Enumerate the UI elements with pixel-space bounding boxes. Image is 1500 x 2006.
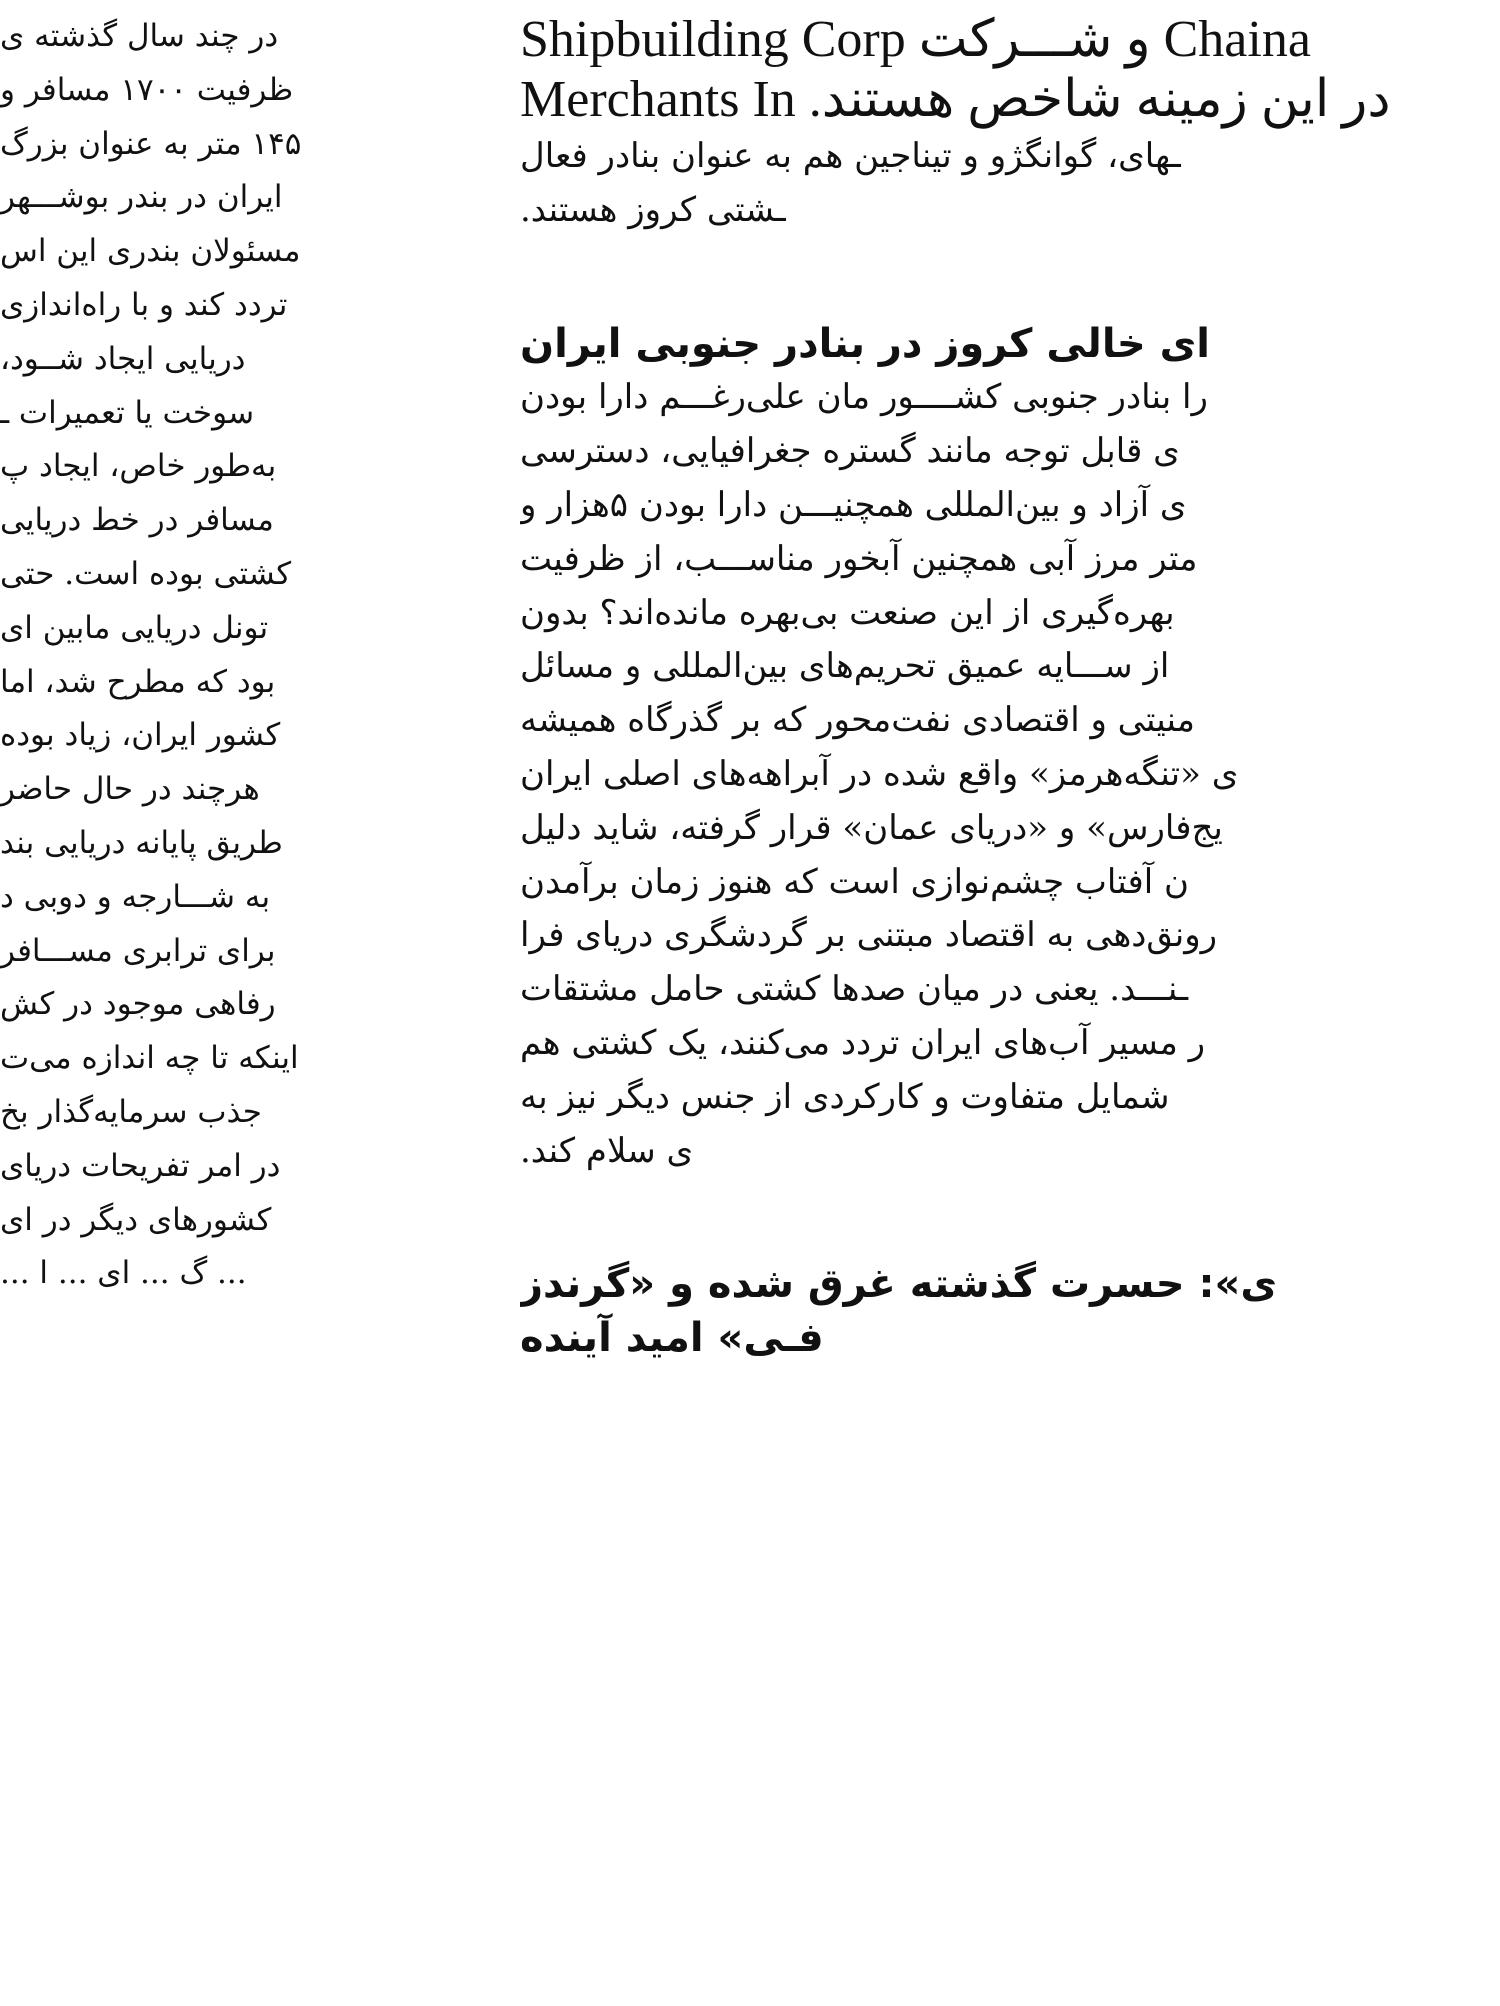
right-column-line: جذب سرمایه‌گذار بخ bbox=[0, 1093, 262, 1130]
right-column-line: کشور ایران، زیاد بوده bbox=[0, 717, 281, 754]
section-body-line: ن آفتاب چشم‌نوازی است که هنوز زمان برآمدن bbox=[520, 861, 1189, 902]
right-column-line: در امر تفریحات دریای bbox=[0, 1147, 281, 1184]
right-column-line: به شـــارجه و دوبی د bbox=[0, 878, 271, 915]
right-column-line: هرچند در حال حاضر bbox=[0, 771, 260, 808]
right-column-line: در چند سال گذشته ی bbox=[0, 18, 279, 54]
section-body-line: یج‌فارس» و «دریای عمان» قرار گرفته، شاید دلیل bbox=[520, 807, 1223, 848]
intro-line-2-persian: در این زمینه شاخص هستند. bbox=[808, 71, 1391, 128]
section-body-line: شمایل متفاوت و کارکردی از جنس دیگر نیز به bbox=[520, 1076, 1170, 1117]
intro-line-2 bbox=[520, 70, 1500, 130]
section-body-line: رونق‌دهی به اقتصاد مبتنی بر گردشگری دریای فرا bbox=[520, 915, 1218, 956]
right-column-line: رفاهی موجود در کش bbox=[0, 986, 276, 1023]
section-body-line: از ســـایه عمیق تحریم‌های بین‌المللی و مسائل bbox=[520, 646, 1170, 687]
right-column-line: ... گ ... ای ... ا ... bbox=[0, 1255, 247, 1292]
company-name-chaina: Chaina bbox=[1163, 11, 1311, 68]
right-column-line: مسئولان بندری این اس bbox=[0, 233, 301, 270]
right-column-line: به‌طور خاص، ایجاد پ bbox=[0, 448, 277, 485]
section-body-line: ی سلام کند. bbox=[520, 1130, 694, 1171]
company-name-shipbuilding: Shipbuilding Corp bbox=[520, 11, 906, 68]
section-body-line: بهره‌گیری از این صنعت بی‌بهره مانده‌اند؟ بدون bbox=[520, 592, 1175, 633]
section-body-line: متر مرز آبی همچنین آبخور مناســـب، از ظرفیت bbox=[520, 538, 1198, 579]
company-name-merchants: Merchants In bbox=[520, 71, 796, 128]
right-column-line: سوخت یا تعمیرات ـ bbox=[0, 394, 255, 431]
intro-line-1-persian: و شـــرکت bbox=[918, 11, 1151, 68]
article-column-main bbox=[520, 0, 1500, 1366]
section-body-line: منیتی و اقتصادی نفت‌محور که بر گذرگاه همیشه bbox=[520, 700, 1196, 741]
section-heading-cruise: ای خالی کروز در بنادر جنوبی ایران bbox=[520, 320, 1210, 367]
section-body-cruise bbox=[520, 371, 1500, 1178]
section-body-line: ی آزاد و بین‌المللی همچنیـــن دارا بودن ۵هزار و bbox=[520, 484, 1187, 525]
section-body-line: ی «تنگه‌هرمز» واقع شده در آبراهه‌های اصلی ایران bbox=[520, 753, 1239, 794]
right-column-line: تردد کند و با راه‌اندازی bbox=[0, 286, 288, 323]
section-body-line: ی قابل توجه مانند گستره جغرافیایی، دسترسی bbox=[520, 431, 1180, 472]
section-heading-grandeur-2: فـی» امید آینده bbox=[520, 1315, 824, 1362]
right-column-line: کشتی بوده است. حتی bbox=[0, 555, 292, 592]
right-column-line: دریایی ایجاد شــود، bbox=[0, 340, 246, 377]
right-column-line: ۱۴۵ متر به عنوان بزرگ bbox=[0, 125, 302, 162]
intro-line-1 bbox=[520, 10, 1500, 70]
section-heading-grandeur-1: ی»: حسرت گذشته غرق شده و «گرندز bbox=[520, 1261, 1277, 1308]
right-column-line: ایران در بندر بوشـــهر bbox=[0, 179, 283, 216]
right-column-line: بود که مطرح شد، اما bbox=[0, 663, 276, 700]
section-body-line: ر مسیر آب‌های ایران تردد می‌کنند، یک کشتی هم bbox=[520, 1022, 1206, 1063]
right-column-line: مسافر در خط دریایی bbox=[0, 502, 274, 539]
right-column-line: تونل دریایی مابین ای bbox=[0, 609, 269, 646]
section-body-line: ـنـــد. یعنی در میان صدها کشتی حامل مشتقات bbox=[520, 969, 1189, 1010]
right-column-line: ظرفیت ۱۷۰۰ مسافر و bbox=[0, 71, 294, 108]
section-body-line: را بنادر جنوبی کشــــور مان علی‌رغـــم دارا بودن bbox=[520, 377, 1208, 418]
intro-line-4: ـشتی کروز هستند. bbox=[520, 189, 786, 230]
right-column-line: اینکه تا چه اندازه می‌ت bbox=[0, 1040, 299, 1077]
partial-column-right bbox=[0, 0, 440, 1301]
intro-line-3: ـهای، گوانگژو و تیناجین هم به عنوان بنادر فعال bbox=[520, 136, 1181, 176]
right-column-line: برای ترابری مســـافر bbox=[0, 932, 276, 969]
right-column-line: کشورهای دیگر در ای bbox=[0, 1201, 272, 1238]
right-column-line: طریق پایانه دریایی بند bbox=[0, 824, 283, 861]
